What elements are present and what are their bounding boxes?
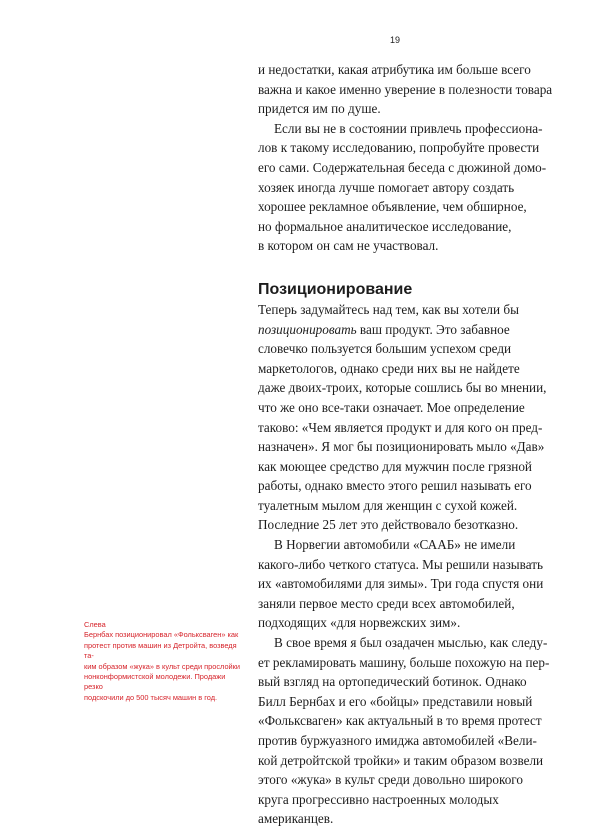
section-paragraph-1: Теперь задумайтесь над тем, как вы хотели бы позиционировать ваш продукт. Это забавное словечко пользуется большим успехом среди маркетологов, однако среди них вы не найдете даже двоих-троих, которые сошлись бы во мнении, что же оно все-таки означает. Мое определение таково: «Чем является продукт и для кого он пред- назначен». Я мог бы позиционировать мыло «Дав» как моющее средство для мужчин после грязной работы, однако вместо этого решил называть его туалетным мылом для женщин с сухой кожей. Последние 25 лет это действовало безотказно. <box>258 301 547 533</box>
image-caption <box>84 620 244 703</box>
intro-paragraph-1: и недостатки, какая атрибутика им больше всего важна и какое именно уверение в полезности товара придется им по душе. <box>258 62 553 117</box>
section-paragraph-3: В свое время я был озадачен мыслью, как следу- ет рекламировать машину, больше похожую на пер- вый взгляд на ортопедический ботинок. Однако Билл Бернбах и его «бойцы» представили новый «Фольксваген» как актуальный в то время протест против буржуазного имиджа автомобилей «Вели- кой детройтской тройки» и таким образом возвели этого «жука» в культ среди довольно широкого круга прогрессивно настроенных молодых американцев. <box>258 635 550 827</box>
caption-text: Бернбах позиционировал «Фольксваген» как протест против машин из Детройта, возведя та- ким образом «жука» в культ среди прослойки нонконформистской молодежи. Продажи резко подскочили до 500 тысяч машин в год. <box>84 630 241 702</box>
section-paragraph-2: В Норвегии автомобили «СААБ» не имели какого-либо четкого статуса. Мы решили называть их «автомобилями для зимы». Три года спустя они заняли первое место среди всех автомобилей, подходящих «для норвежских зим». <box>258 537 544 631</box>
intro-paragraph-2: Если вы не в состоянии привлечь профессиона- лов к такому исследованию, попробуйте провести его сами. Содержательная беседа с дюжиной домо- хозяек иногда лучше помогает автору создать хорошее рекламное объявление, чем обширное, но формальное аналитическое исследование, в котором он сам не участвовал. <box>258 120 547 254</box>
section-heading: Позиционирование <box>258 280 413 298</box>
caption-label: Слева <box>84 620 106 629</box>
main-text-column <box>258 60 558 829</box>
emphasis-word: позиционировать <box>258 321 357 337</box>
page-number: 19 <box>389 35 400 45</box>
